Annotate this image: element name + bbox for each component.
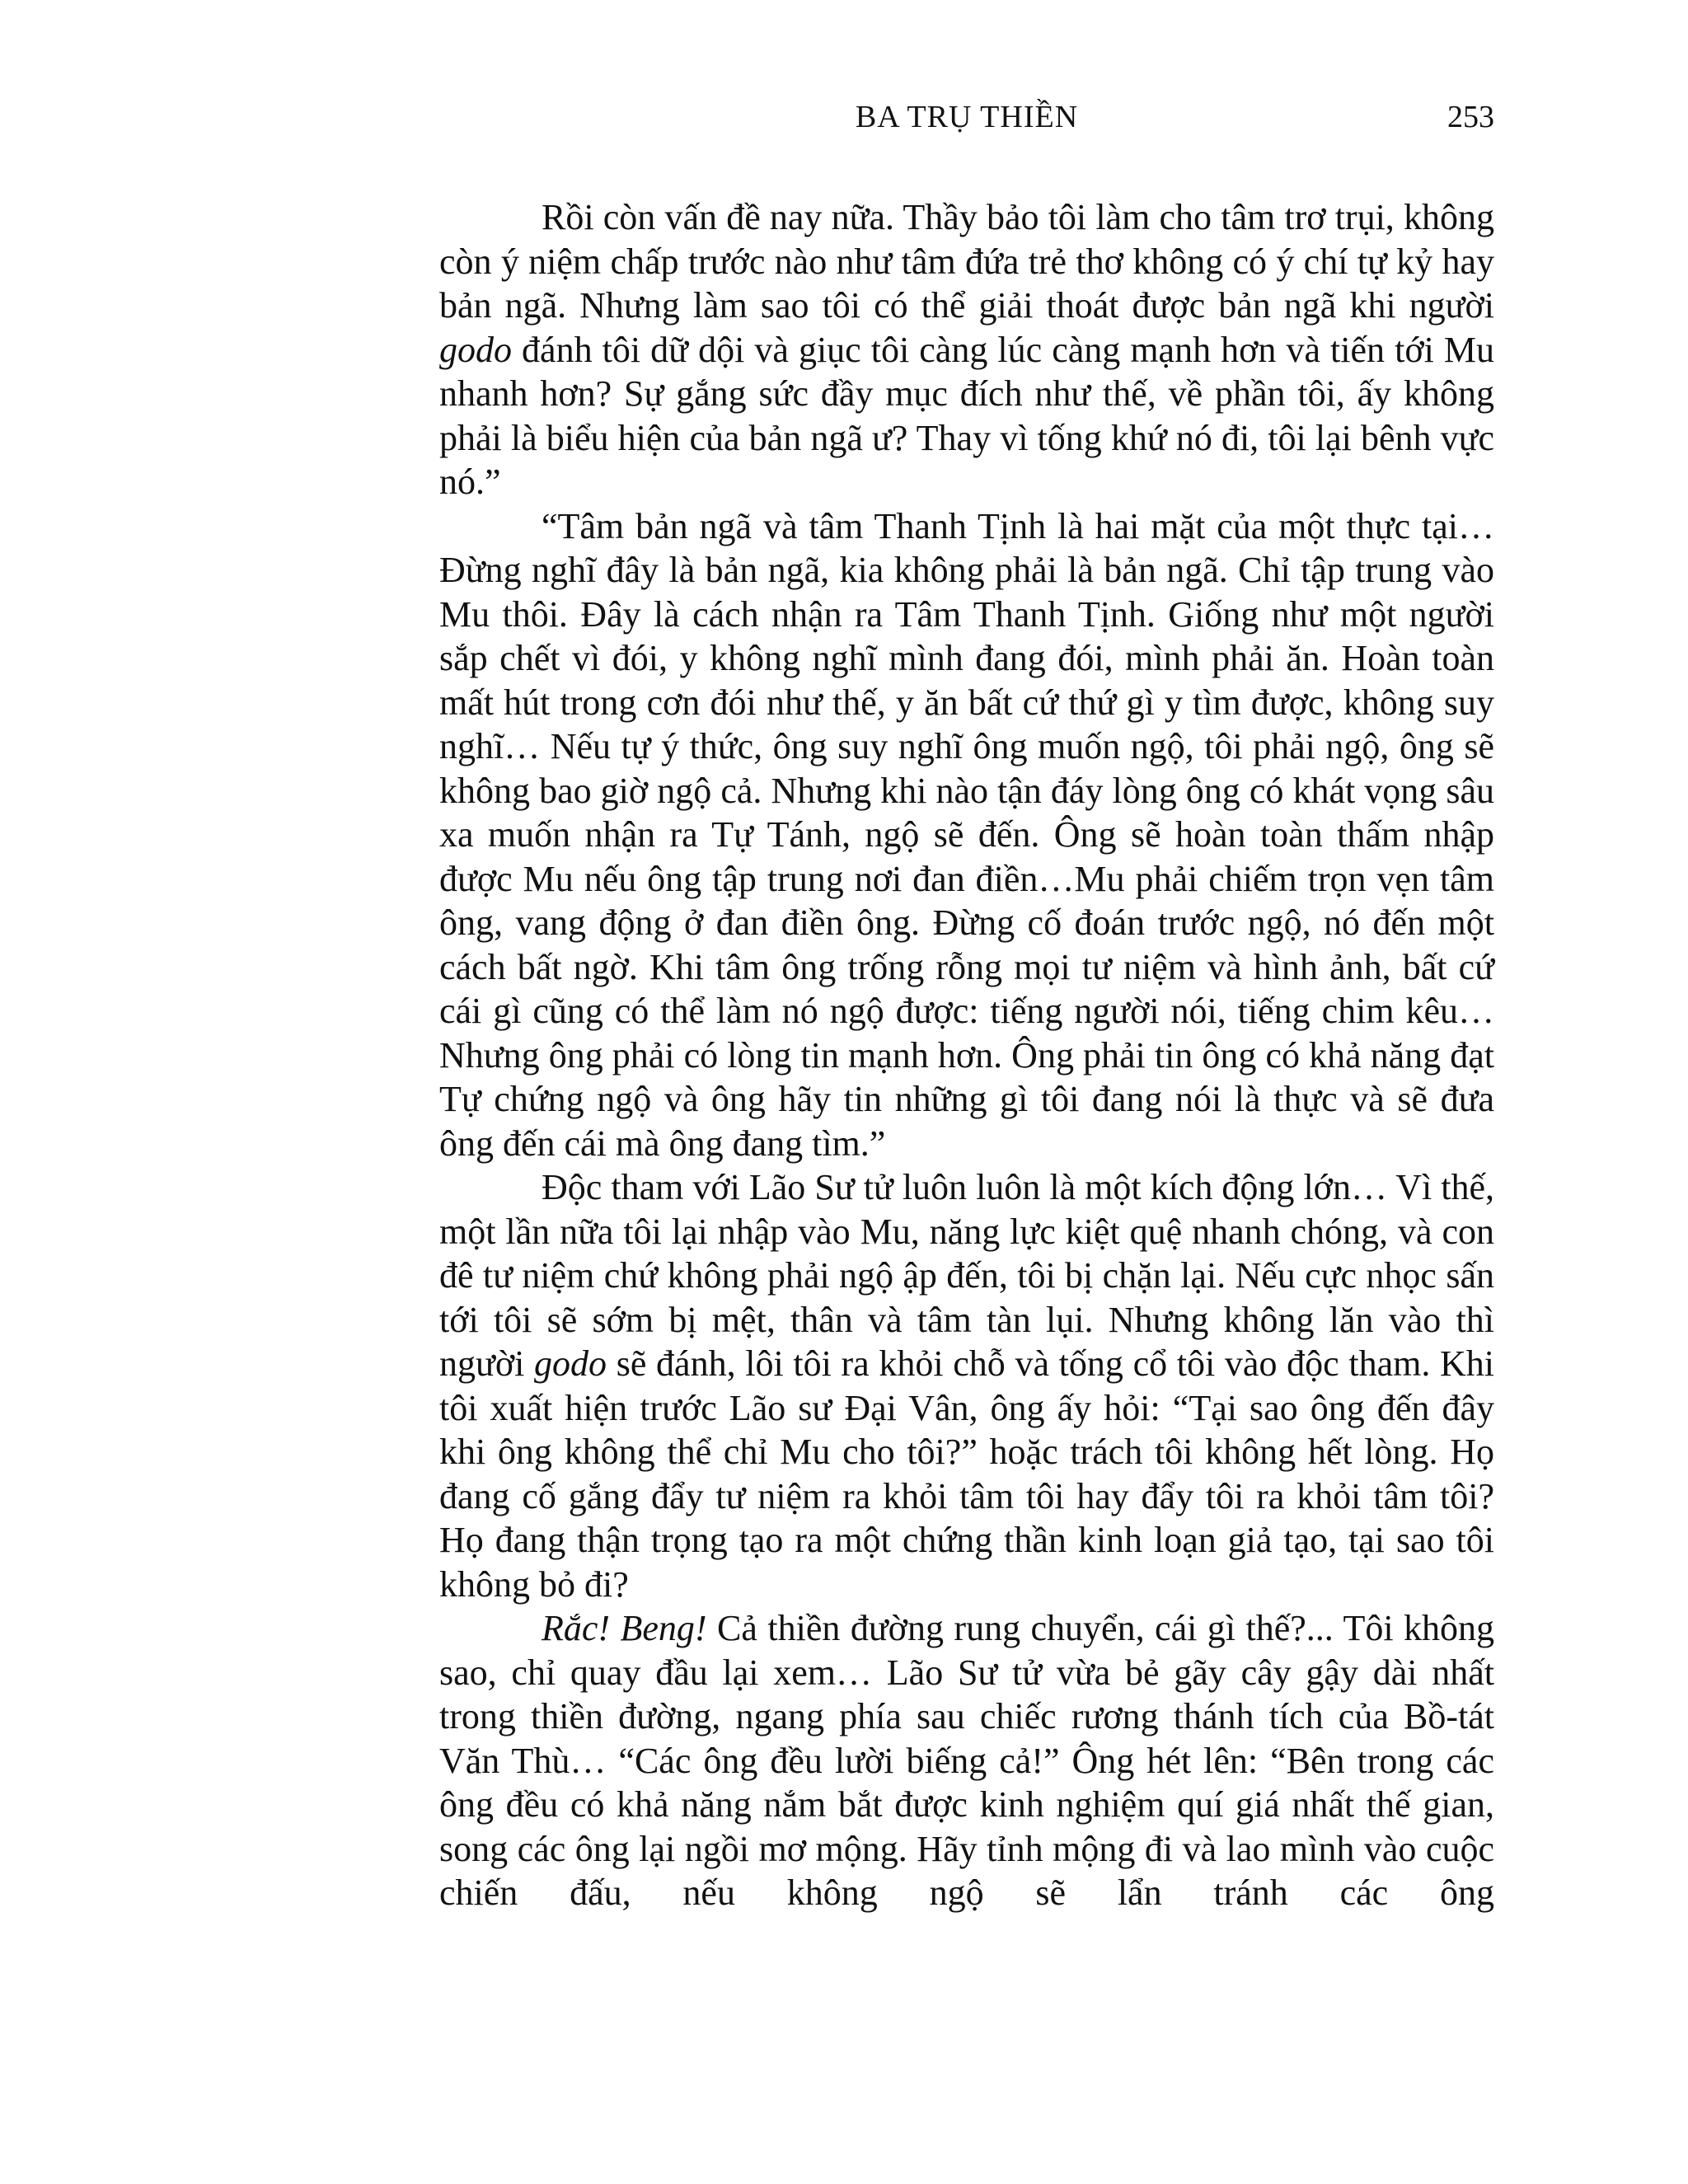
running-title: BA TRỤ THIỀN — [855, 100, 1079, 134]
body-text — [439, 195, 1494, 1915]
text-run: Độc tham với Lão Sư tử luôn luôn là một kích động lớn… Vì thế, một lần nữa tôi lại nhập vào Mu, năng lực kiệt quệ nhanh chóng, và con đê tư niệm chứ không phải ngộ ập đến, tôi bị chặn lại. Nếu cực nhọc sấn tới tôi sẽ sớm bị mệt, thân và tâm tàn lụi. Nhưng không lăn vào thì người — [439, 1167, 1494, 1384]
text-run: sẽ đánh, lôi tôi ra khỏi chỗ và tống cổ tôi vào độc tham. Khi tôi xuất hiện trước Lão sư Đại Vân, ông ấy hỏi: “Tại sao ông đến đây khi ông không thể chỉ Mu cho tôi?” hoặc trách tôi không hết lòng. Họ đang cố gắng đẩy tư niệm ra khỏi tâm tôi hay đẩy tôi ra khỏi tâm tôi? Họ đang thận trọng tạo ra một chứng thần kinh loạn giả tạo, tại sao tôi không bỏ đi? — [439, 1343, 1494, 1605]
italic-term: godo — [534, 1343, 607, 1384]
italic-term: godo — [439, 329, 512, 370]
text-run: Rồi còn vấn đề nay nữa. Thầy bảo tôi làm cho tâm trơ trụi, không còn ý niệm chấp trước nào như tâm đứa trẻ thơ không có ý chí tự kỷ hay bản ngã. Nhưng làm sao tôi có thể giải thoát được bản ngã khi người — [439, 197, 1494, 326]
paragraph — [439, 504, 1494, 1166]
page-number: 253 — [1447, 100, 1494, 134]
paragraph — [439, 1165, 1494, 1606]
text-run: Cả thiền đường rung chuyển, cái gì thế?... Tôi không sao, chỉ quay đầu lại xem… Lão Sư tử vừa bẻ gãy cây gậy dài nhất trong thiền đường, ngang phía sau chiếc rương thánh tích của Bồ-tát Văn Thù… “Các ông đều lười biếng cả!” Ông hét lên: “Bên trong các ông đều có khả năng nắm bắt được kinh nghiệm quí giá nhất thế gian, song các ông lại ngồi mơ mộng. Hãy tỉnh mộng đi và lao mình vào cuộc chiến đấu, nếu không ngộ sẽ lẩn tránh các ông — [439, 1608, 1495, 1913]
text-run: đánh tôi dữ dội và giục tôi càng lúc càng mạnh hơn và tiến tới Mu nhanh hơn? Sự gắng sức đầy mục đích như thế, về phần tôi, ấy không phải là biểu hiện của bản ngã ư? Thay vì tống khứ nó đi, tôi lại bênh vực nó.” — [439, 329, 1494, 502]
italic-phrase: Rắc! Beng! — [542, 1608, 707, 1648]
paragraph — [439, 195, 1494, 504]
text-run: “Tâm bản ngã và tâm Thanh Tịnh là hai mặt của một thực tại… Đừng nghĩ đây là bản ngã, kia không phải là bản ngã. Chỉ tập trung vào Mu thôi. Đây là cách nhận ra Tâm Thanh Tịnh. Giống như một người sắp chết vì đói, y không nghĩ mình đang đói, mình phải ăn. Hoàn toàn mất hút trong cơn đói như thế, y ăn bất cứ thứ gì y tìm được, không suy nghĩ… Nếu tự ý thức, ông suy nghĩ ông muốn ngộ, tôi phải ngộ, ông sẽ không bao giờ ngộ cả. Nhưng khi nào tận đáy lòng ông có khát vọng sâu xa muốn nhận ra Tự Tánh, ngộ sẽ đến. Ông sẽ hoàn toàn thấm nhập được Mu nếu ông tập trung nơi đan điền…Mu phải chiếm trọn vẹn tâm ông, vang động ở đan điền ông. Đừng cố đoán trước ngộ, nó đến một cách bất ngờ. Khi tâm ông trống rỗng mọi tư niệm và hình ảnh, bất cứ cái gì cũng có thể làm nó ngộ được: tiếng người nói, tiếng chim kêu… Nhưng ông phải có lòng tin mạnh hơn. Ông phải tin ông có khả năng đạt Tự chứng ngộ và ông hãy tin những gì tôi đang nói là thực và sẽ đưa ông đến cái mà ông đang tìm.” — [439, 505, 1494, 1164]
paragraph — [439, 1606, 1494, 1915]
running-head — [439, 97, 1494, 137]
